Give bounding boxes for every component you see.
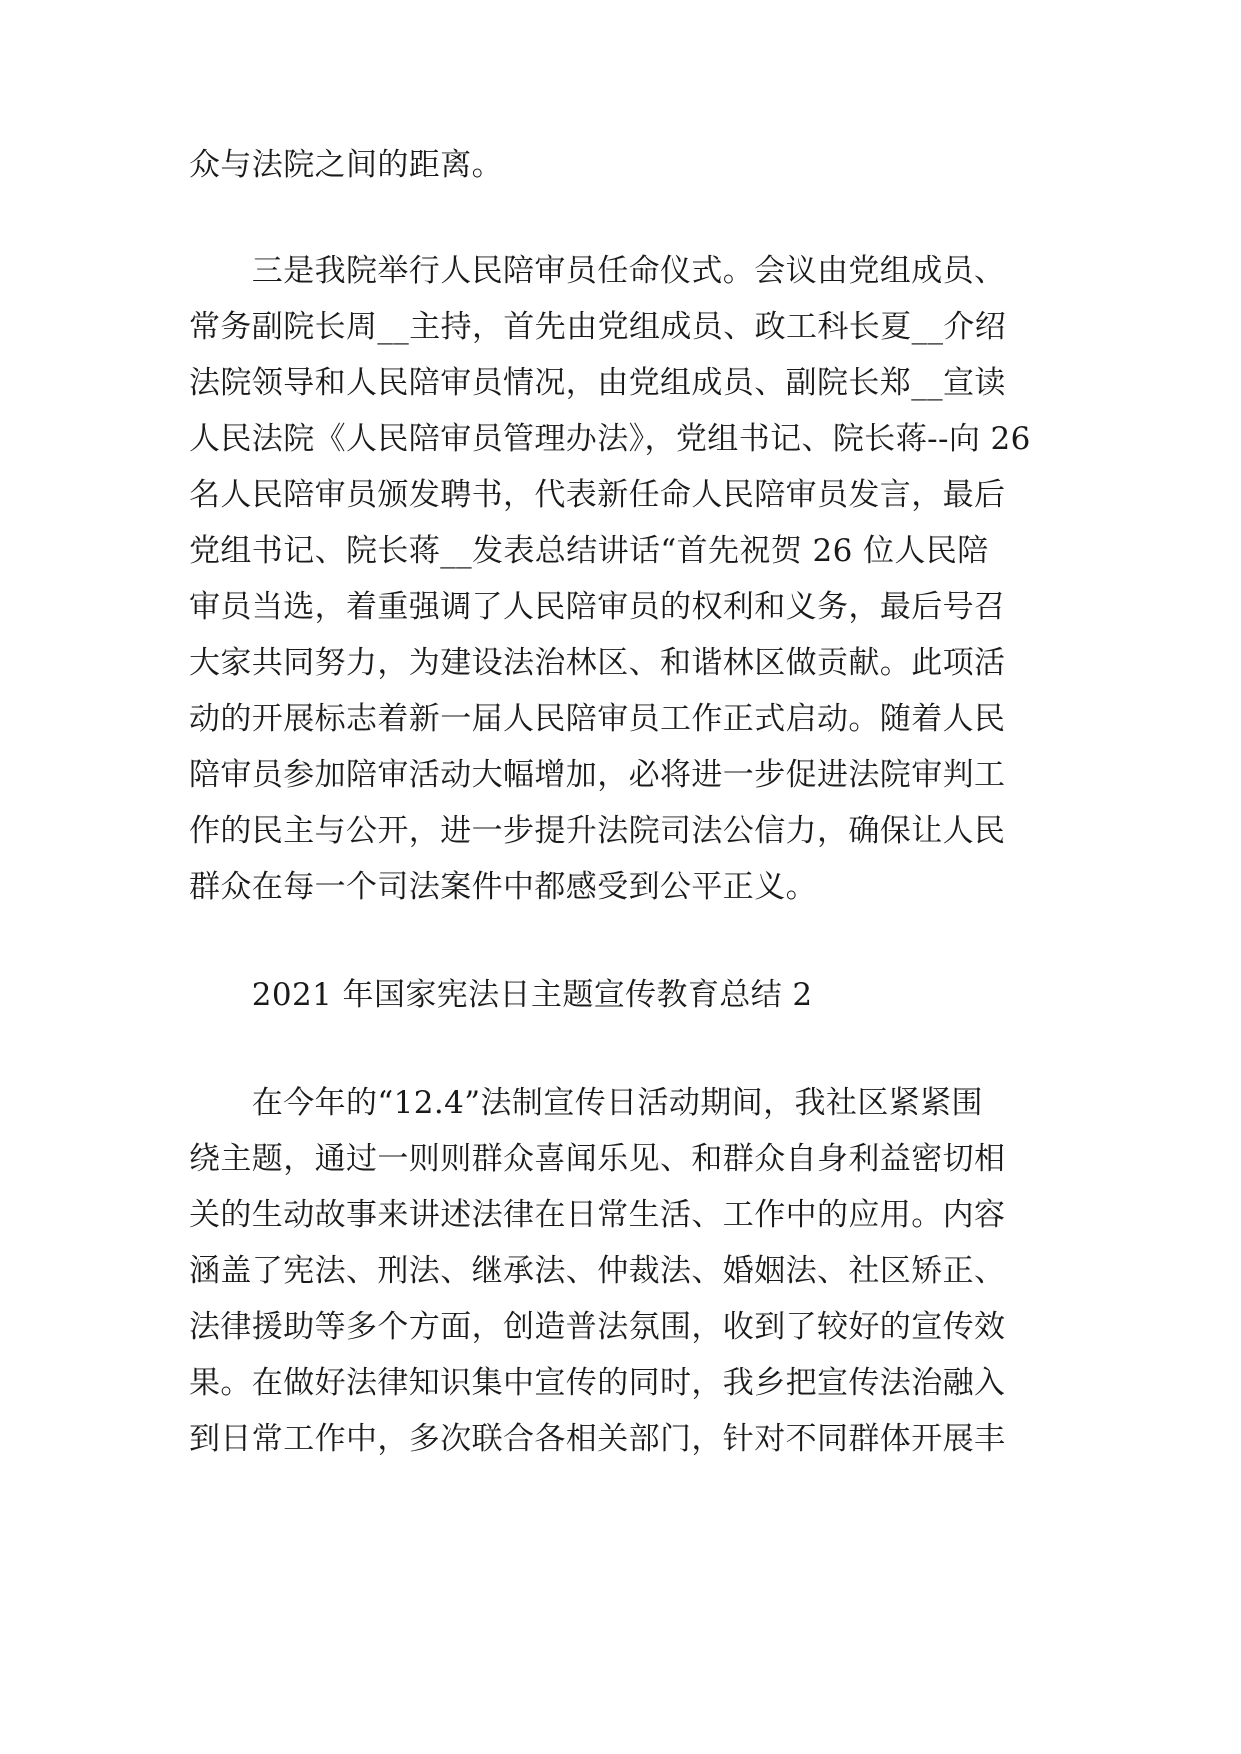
text-line: 到日常工作中，多次联合各相关部门，针对不同群体开展丰 xyxy=(189,1421,1006,1457)
text-line: 关的生动故事来讲述法律在日常生活、工作中的应用。内容 xyxy=(189,1197,1006,1233)
text-line: 众与法院之间的距离。 xyxy=(189,147,503,183)
text-line: 陪审员参加陪审活动大幅增加，必将进一步促进法院审判工 xyxy=(189,757,1006,793)
text-line: 审员当选，着重强调了人民陪审员的权利和义务，最后号召 xyxy=(189,589,1006,625)
text-line: 名人民陪审员颁发聘书，代表新任命人民陪审员发言，最后 xyxy=(189,477,1006,513)
text-line: 常务副院长周__主持，首先由党组成员、政工科长夏__介绍 xyxy=(189,309,1007,345)
text-line: 大家共同努力，为建设法治林区、和谐林区做贡献。此项活 xyxy=(189,645,1006,681)
text-line: 在今年的“12.4”法制宣传日活动期间，我社区紧紧围 xyxy=(189,1085,983,1121)
text-line: 涵盖了宪法、刑法、继承法、仲裁法、婚姻法、社区矫正、 xyxy=(189,1253,1006,1289)
text-line: 动的开展标志着新一届人民陪审员工作正式启动。随着人民 xyxy=(189,701,1006,737)
text-line: 群众在每一个司法案件中都感受到公平正义。 xyxy=(189,869,817,905)
text-line: 法律援助等多个方面，创造普法氛围，收到了较好的宣传效 xyxy=(189,1309,1006,1345)
section-title: 2021 年国家宪法日主题宣传教育总结 2 xyxy=(189,977,813,1013)
text-line: 党组书记、院长蒋__发表总结讲话“首先祝贺 26 位人民陪 xyxy=(189,533,989,569)
text-line: 法院领导和人民陪审员情况，由党组成员、副院长郑__宣读 xyxy=(189,365,1006,401)
text-line: 绕主题，通过一则则群众喜闻乐见、和群众自身利益密切相 xyxy=(189,1141,1006,1177)
text-line: 作的民主与公开，进一步提升法院司法公信力，确保让人民 xyxy=(189,813,1006,849)
text-line: 果。在做好法律知识集中宣传的同时，我乡把宣传法治融入 xyxy=(189,1365,1006,1401)
text-line: 三是我院举行人民陪审员任命仪式。会议由党组成员、 xyxy=(189,253,1006,289)
text-line: 人民法院《人民陪审员管理办法》，党组书记、院长蒋--向 26 xyxy=(189,421,1031,457)
